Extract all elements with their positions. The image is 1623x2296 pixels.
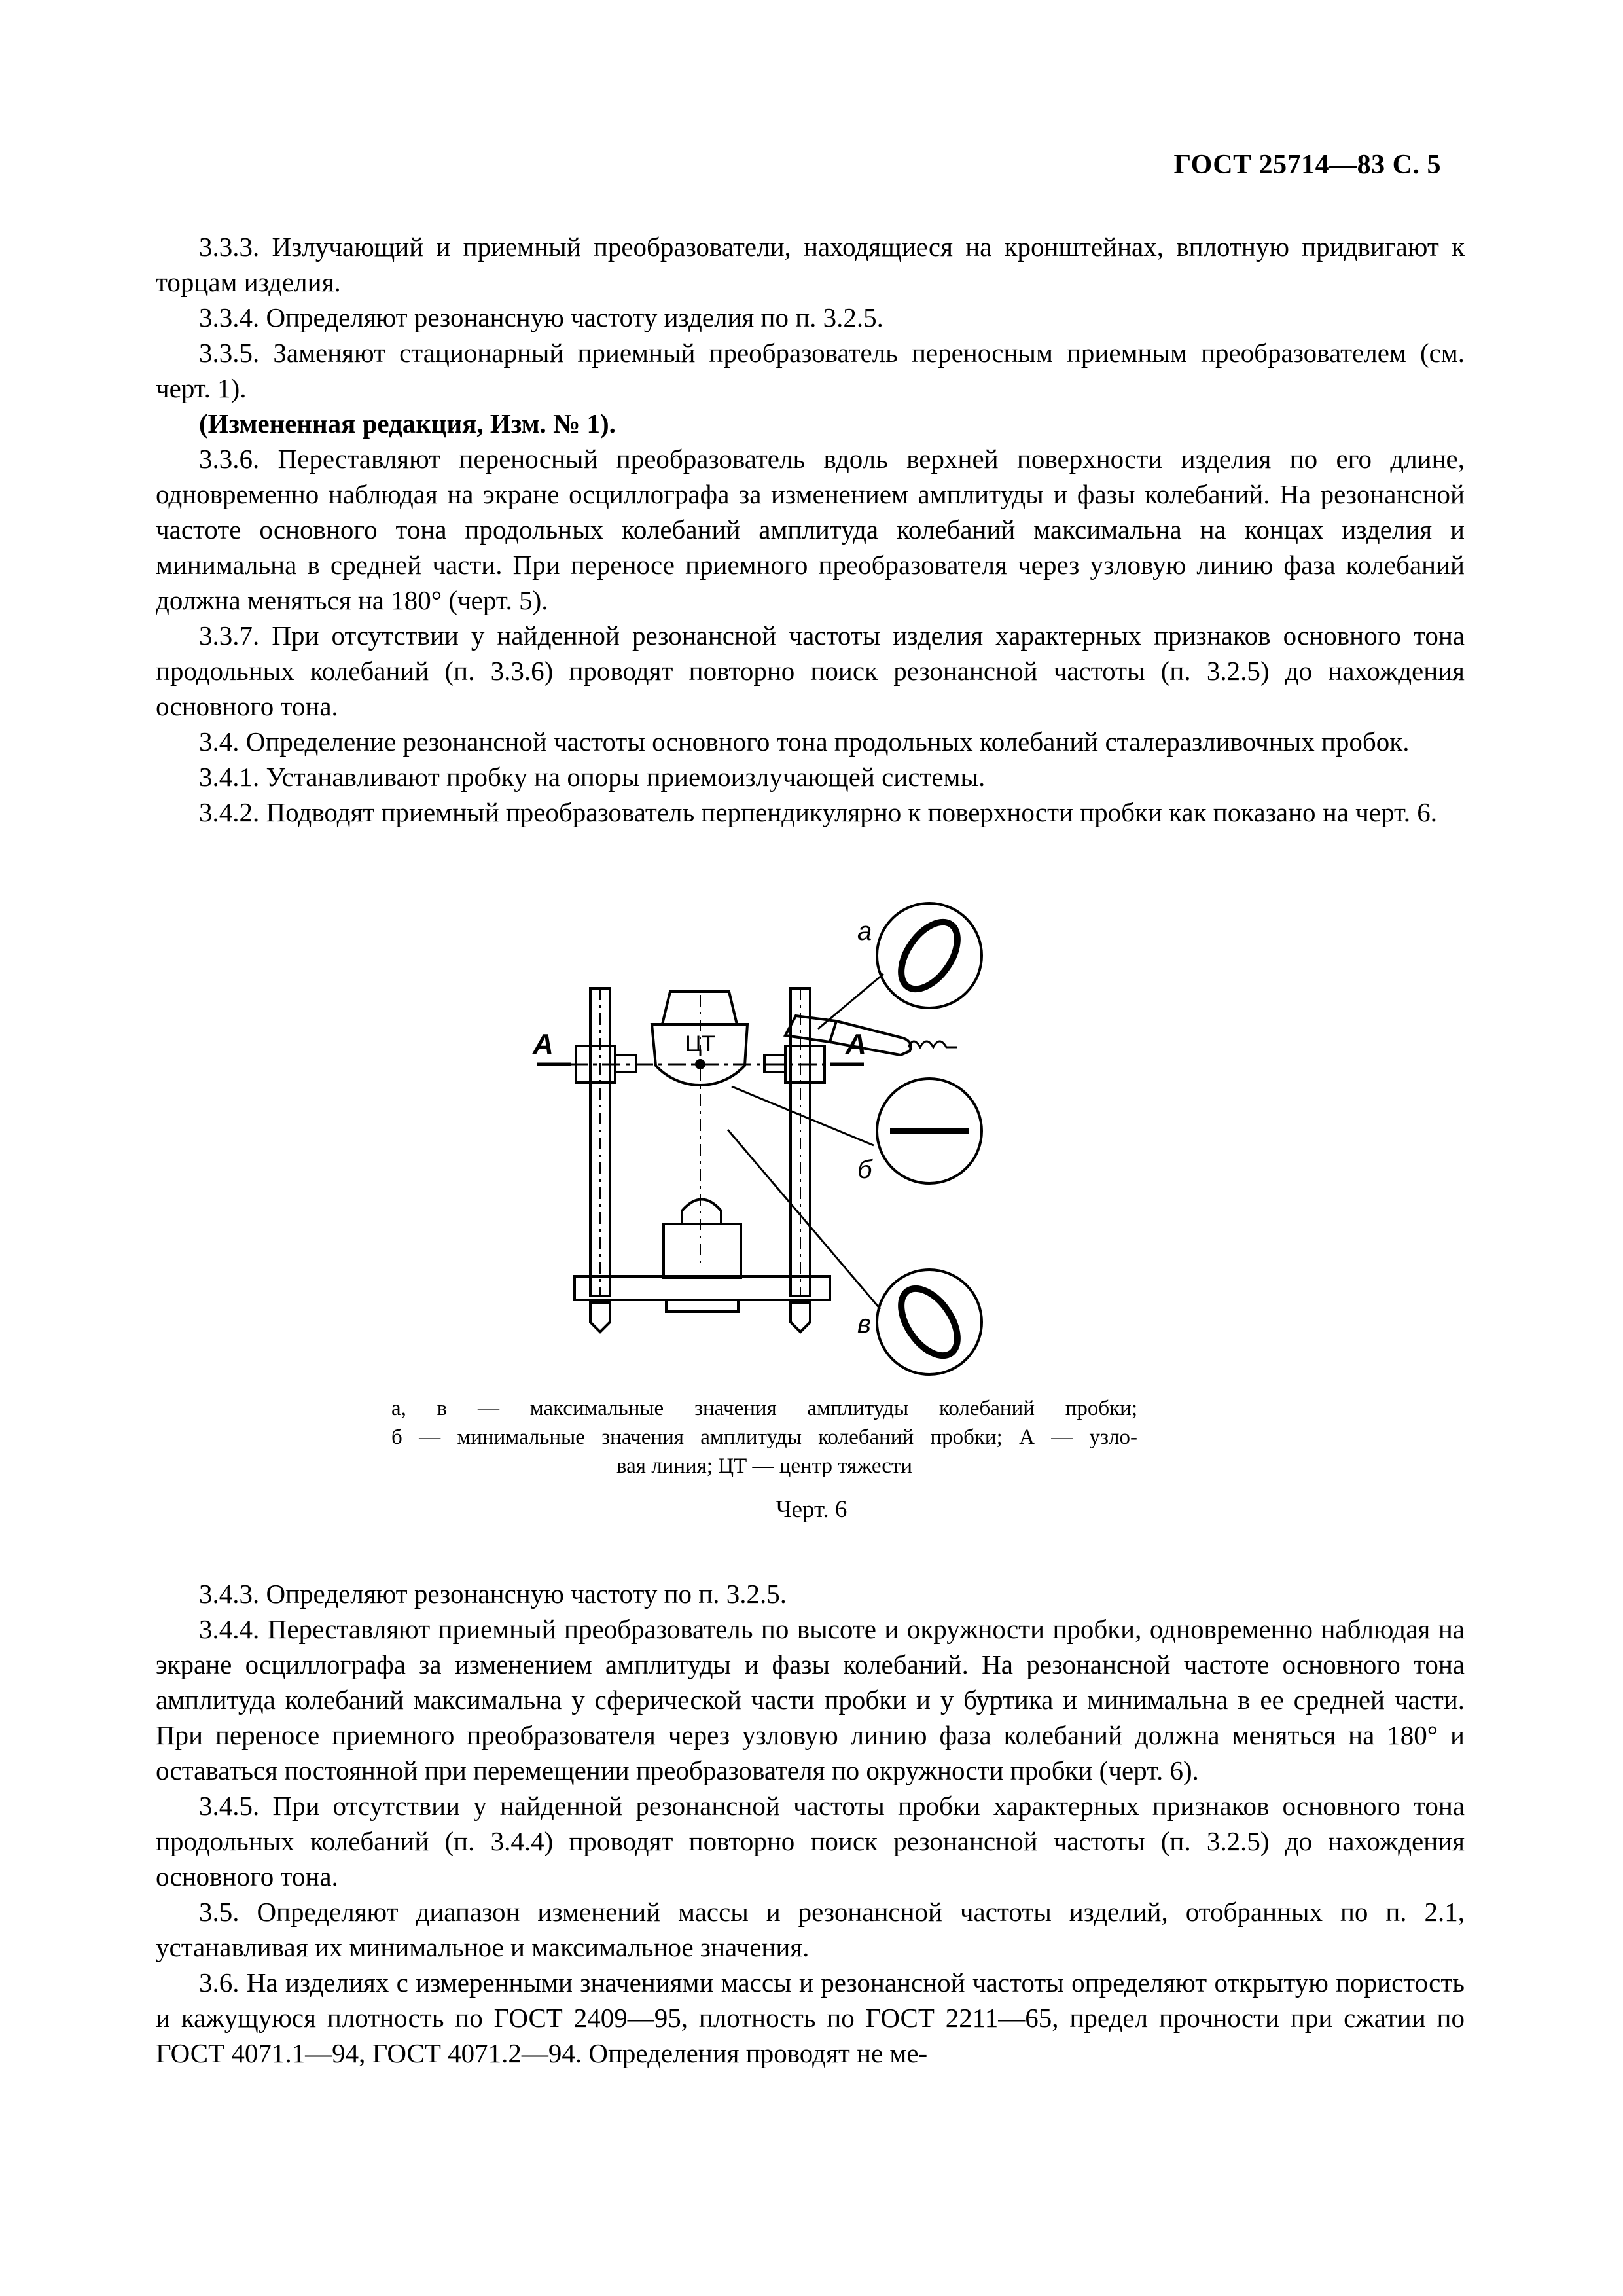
- paragraph-3-4-3: 3.4.3. Определяют резонансную частоту по п. 3.2.5.: [199, 1579, 787, 1609]
- paragraph-3-6: 3.6. На изделиях с измеренными значениями массы и резонансной частоты определяют открытую пористость и кажущуюся плотность по ГОСТ 2409—95, плотность по ГОСТ 2211—65, предел прочности при сжатии по ГОСТ 4071.1—94, ГОСТ 4071.2—94. Определения проводят не ме-: [156, 1967, 1465, 2068]
- paragraph-3-3-3: 3.3.3. Излучающий и приемный преобразователи, находящиеся на кронштейнах, вплотную придвигают к торцам изделия.: [156, 232, 1465, 297]
- paragraph-3-3-5: 3.3.5. Заменяют стационарный приемный преобразователь переносным приемным преобразователем (см. черт. 1).: [156, 338, 1465, 403]
- left-foot: [590, 1302, 610, 1332]
- paragraph-3-3-7: 3.3.7. При отсутствии у найденной резонансной частоты изделия характерных признаков основного тона продольных колебаний (п. 3.3.6) проводят повторно поиск резонансной частоты (п. 3.2.5) до нахождения основного тона.: [156, 620, 1465, 721]
- caption-line-1: а, в — максимальные значения амплитуды колебаний пробки;: [391, 1397, 1137, 1420]
- page-header: ГОСТ 25714—83 С. 5: [1173, 150, 1441, 180]
- paragraph-3-5: 3.5. Определяют диапазон изменений массы и резонансной частоты изделий, отобранных по п. 2.1, устанавливая их минимальное и максимальное значения.: [156, 1897, 1465, 1962]
- right-foot: [791, 1302, 810, 1332]
- figure-caption: [391, 1394, 1137, 1480]
- paragraph-3-3-6: 3.3.6. Переставляют переносный преобразователь вдоль верхней поверхности изделия по его длине, одновременно наблюдая на экране осциллографа за изменением амплитуды и фазы колебаний. На резонансной частоте основного тона продольных колебаний амплитуда колебаний максимальна на концах изделия и минимальна в средней части. При переносе приемного преобразователя через узловую линию фаза колебаний должна меняться на 180° (черт. 5).: [156, 444, 1465, 615]
- label-b: б: [857, 1155, 872, 1184]
- inset-circle-a: [877, 903, 982, 1008]
- label-A-left: А: [533, 1028, 554, 1060]
- inset-circle-v: [877, 1270, 982, 1374]
- paragraph-3-4-5: 3.4.5. При отсутствии у найденной резонансной частоты пробки характерных признаков основного тона продольных колебаний (п. 3.4.4) проводят повторно поиск резонансной частоты (п. 3.2.5) до нахождения основного тона.: [156, 1791, 1465, 1892]
- center-of-gravity-point: [696, 1060, 704, 1068]
- label-v: в: [857, 1310, 871, 1338]
- label-A-right: А: [846, 1028, 866, 1060]
- amendment-note: (Измененная редакция, Изм. № 1).: [199, 408, 616, 439]
- paragraph-3-4-1: 3.4.1. Устанавливают пробку на опоры приемоизлучающей системы.: [199, 762, 986, 792]
- figure-title: Черт. 6: [776, 1496, 847, 1523]
- paragraph-3-4-2: 3.4.2. Подводят приемный преобразователь перпендикулярно к поверхности пробки как показано на черт. 6.: [199, 797, 1438, 827]
- text-block-bottom: [156, 1576, 1465, 2071]
- text-block-top: [156, 229, 1465, 830]
- paragraph-3-4-4: 3.4.4. Переставляют приемный преобразователь по высоте и окружности пробки, одновременно наблюдая на экране осциллографа за изменением амплитуды и фазы колебаний. На резонансной частоте основного тона амплитуда колебаний максимальна у сферической части пробки и у буртика и минимальна в ее средней части. При переносе приемного преобразователя через узловую линию фаза колебаний должна меняться на 180° и оставаться постоянной при перемещении преобразователя по окружности пробки (черт. 6).: [156, 1614, 1465, 1785]
- paragraph-3-3-4: 3.3.4. Определяют резонансную частоту изделия по п. 3.2.5.: [199, 302, 883, 332]
- figure-6-diagram: [510, 890, 1021, 1388]
- paragraph-3-4: 3.4. Определение резонансной частоты основного тона продольных колебаний сталеразливочных пробок.: [199, 726, 1410, 757]
- label-a: а: [857, 917, 872, 946]
- label-ct: ЦТ: [685, 1031, 715, 1056]
- caption-line-3: вая линия; ЦТ — центр тяжести: [616, 1454, 913, 1478]
- caption-line-2: б — минимальные значения амплитуды колебаний пробки; А — узло-: [391, 1426, 1137, 1449]
- support-block: [664, 1224, 741, 1278]
